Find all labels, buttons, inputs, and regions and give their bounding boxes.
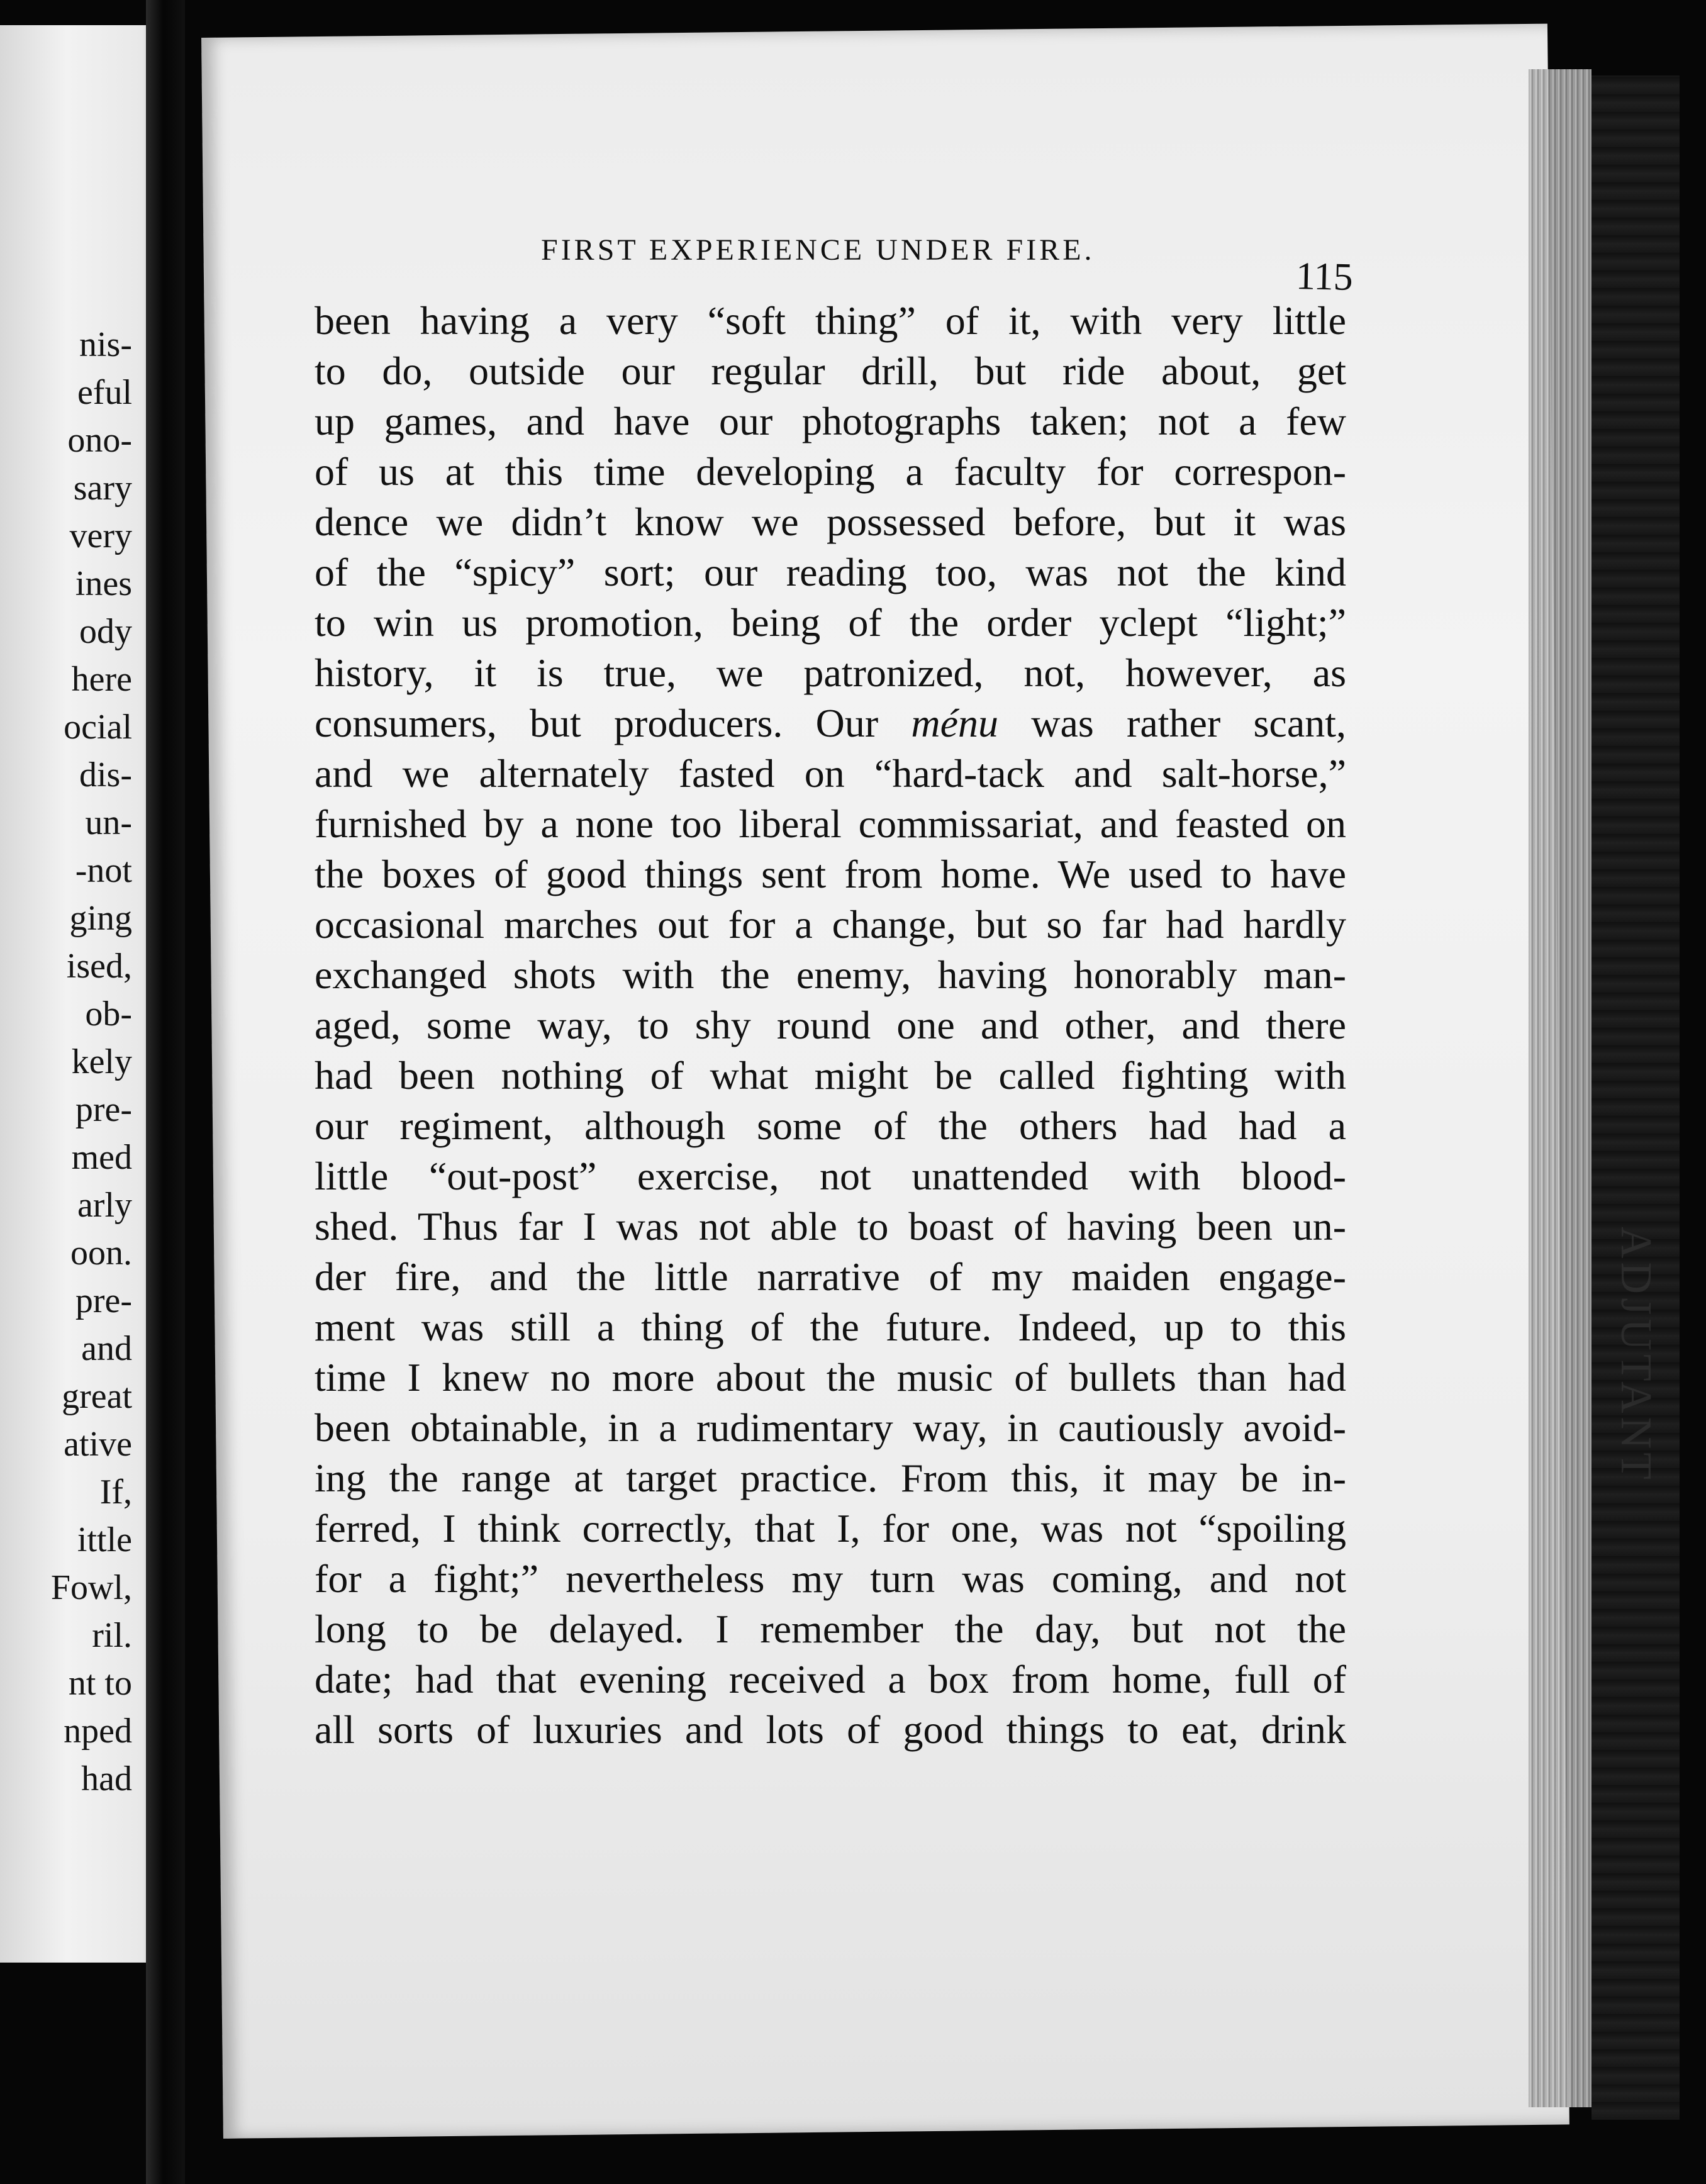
previous-page-line: had xyxy=(81,1759,132,1798)
previous-page-line: nis- xyxy=(79,325,132,364)
page-number: 115 xyxy=(1295,255,1354,299)
previous-page-line: med xyxy=(71,1138,132,1177)
previous-page-line: un- xyxy=(85,803,132,842)
page-edges xyxy=(1529,69,1592,2107)
text-line: der fire, and the little narrative of my maiden engage- xyxy=(315,1254,1346,1299)
text-line: the boxes of good things sent from home. We used to have xyxy=(315,852,1346,896)
text-line: up games, and have our photographs taken; not a few xyxy=(315,399,1346,443)
text-line: had been nothing of what might be called fighting with xyxy=(315,1053,1346,1098)
text-line: exchanged shots with the enemy, having honorably man- xyxy=(315,952,1346,997)
previous-page-line: Fowl, xyxy=(50,1568,132,1607)
previous-page-line: nt to xyxy=(68,1664,132,1703)
previous-page-line: dis- xyxy=(79,755,132,794)
spine-label: ADJUTANT xyxy=(1612,1227,1660,1483)
previous-page-line: eful xyxy=(77,373,132,412)
previous-page-line: If, xyxy=(99,1473,132,1512)
text-line: history, it is true, we patronized, not, however, as xyxy=(315,650,1346,695)
previous-page-line: great xyxy=(62,1377,132,1416)
previous-page-line: sary xyxy=(73,469,132,508)
text-line: dence we didn’t know we possessed before, but it was xyxy=(315,499,1346,544)
previous-page-line: very xyxy=(69,516,132,555)
previous-page-line: ative xyxy=(64,1425,132,1464)
previous-page-line: ocial xyxy=(64,708,132,747)
previous-page-line: kely xyxy=(71,1042,132,1081)
text-line: furnished by a none too liberal commissariat, and feasted on xyxy=(315,801,1346,846)
italic-word: ménu xyxy=(911,701,998,745)
text-line: time I knew no more about the music of bullets than had xyxy=(315,1355,1346,1400)
previous-page-line: ril. xyxy=(92,1616,132,1655)
text-line: of the “spicy” sort; our reading too, was not the kind xyxy=(315,550,1346,594)
previous-page-line: -not xyxy=(75,851,132,890)
text-line: consumers, but producers. Our ménu was rather scant, xyxy=(315,701,1346,745)
previous-page-line: pre- xyxy=(75,1281,132,1320)
previous-page xyxy=(0,25,167,1963)
previous-page-line: and xyxy=(81,1329,132,1368)
previous-page-line: ised, xyxy=(66,947,132,986)
text-line: ment was still a thing of the future. Indeed, up to this xyxy=(315,1305,1346,1349)
previous-page-text xyxy=(0,321,132,1803)
previous-page-line: ittle xyxy=(77,1520,132,1559)
text-line: all sorts of luxuries and lots of good things to eat, drink xyxy=(315,1707,1346,1752)
text-line: and we alternately fasted on “hard-tack and salt-horse,” xyxy=(315,751,1346,796)
text-line: for a fight;” nevertheless my turn was coming, and not xyxy=(315,1556,1346,1601)
text-line: our regiment, although some of the others had had a xyxy=(315,1103,1346,1148)
previous-page-line: here xyxy=(71,660,132,699)
text-line: occasional marches out for a change, but so far had hardly xyxy=(315,902,1346,947)
text-line: ing the range at target practice. From this, it may be in- xyxy=(315,1456,1346,1500)
previous-page-line: ono- xyxy=(67,421,132,460)
text-line: of us at this time developing a faculty for correspon- xyxy=(315,449,1346,494)
text-line: to do, outside our regular drill, but ride about, get xyxy=(315,348,1346,393)
running-head: FIRST EXPERIENCE UNDER FIRE. xyxy=(541,233,1095,267)
previous-page-line: oon. xyxy=(70,1234,132,1273)
text-line: shed. Thus far I was not able to boast of having been un- xyxy=(315,1204,1346,1249)
text-line: long to be delayed. I remember the day, but not the xyxy=(315,1607,1346,1651)
body-text xyxy=(315,296,1346,1755)
text-line: been obtainable, in a rudimentary way, in cautiously avoid- xyxy=(315,1405,1346,1450)
text-line: aged, some way, to shy round one and other, and there xyxy=(315,1003,1346,1047)
previous-page-line: nped xyxy=(64,1712,132,1751)
text-line: ferred, I think correctly, that I, for one, was not “spoiling xyxy=(315,1506,1346,1551)
previous-page-line: arly xyxy=(77,1186,132,1225)
text-line: date; had that evening received a box from home, full of xyxy=(315,1657,1346,1702)
book-gutter xyxy=(146,0,185,2184)
previous-page-line: ines xyxy=(75,564,132,603)
text-line: to win us promotion, being of the order yclept “light;” xyxy=(315,600,1346,645)
previous-page-line: ody xyxy=(79,612,132,651)
text-line: been having a very “soft thing” of it, with very little xyxy=(315,298,1346,343)
previous-page-line: pre- xyxy=(75,1090,132,1129)
previous-page-line: ging xyxy=(69,899,132,938)
previous-page-line: ob- xyxy=(85,994,132,1034)
text-line: little “out-post” exercise, not unattended with blood- xyxy=(315,1154,1346,1198)
